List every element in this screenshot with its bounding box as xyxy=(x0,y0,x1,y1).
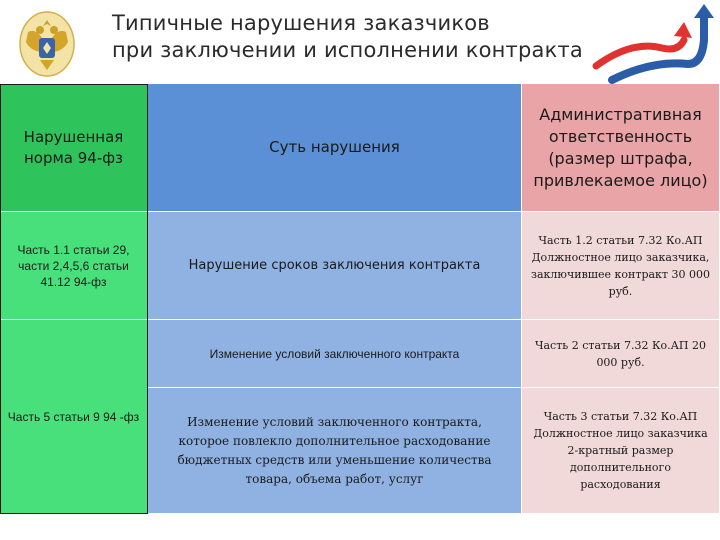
row2-norm-text: Часть 5 статьи 9 94 -фз xyxy=(7,409,140,424)
row1-norm-text: Часть 1.1 статьи 29, части 2,4,5,6 статьи 41.12 94-фз xyxy=(17,242,130,289)
header-norm-text: Нарушенная норма 94-фз xyxy=(23,127,124,167)
row3-liability xyxy=(522,388,720,514)
row1-essence xyxy=(148,212,522,320)
title-line-2: при заключении и исполнении контракта xyxy=(112,38,583,62)
row3-essence-text: Изменение условий заключенного контракта, которое повлекло дополнительное расходование бюджетных средств или уменьшение количества товара, объема работ, услуг xyxy=(177,414,492,486)
row2-norm xyxy=(0,320,148,514)
row2-essence-text: Изменение условий заключенного контракта xyxy=(209,346,460,361)
title-line-1: Типичные нарушения заказчиков xyxy=(112,11,490,35)
slide-header xyxy=(0,0,720,84)
row3-essence xyxy=(148,388,522,514)
row2-liability xyxy=(522,320,720,388)
header-essence-text: Суть нарушения xyxy=(269,138,400,156)
header-liability-text: Административная ответственность (размер штрафа, привлекаемое лицо) xyxy=(533,104,708,190)
header-liability xyxy=(522,84,720,212)
row3-liability-text: Часть 3 статьи 7.32 Ко.АП Должностное лицо заказчика 2-кратный размер дополнительного расходования xyxy=(533,410,708,491)
violations-table xyxy=(0,84,720,540)
eagle-emblem-icon xyxy=(18,8,76,78)
row2-liability-text: Часть 2 статьи 7.32 Ко.АП 20 000 руб. xyxy=(534,338,707,369)
row1-norm xyxy=(0,212,148,320)
swoosh-arrow-logo-icon xyxy=(592,0,720,84)
row1-essence-text: Нарушение сроков заключения контракта xyxy=(188,258,481,273)
header-essence xyxy=(148,84,522,212)
row1-liability xyxy=(522,212,720,320)
row2-essence xyxy=(148,320,522,388)
header-norm xyxy=(0,84,148,212)
page-title xyxy=(112,10,632,64)
row1-liability-text: Часть 1.2 статьи 7.32 Ко.АП Должностное лицо заказчика, заключившее контракт 30 000 руб. xyxy=(531,233,710,298)
